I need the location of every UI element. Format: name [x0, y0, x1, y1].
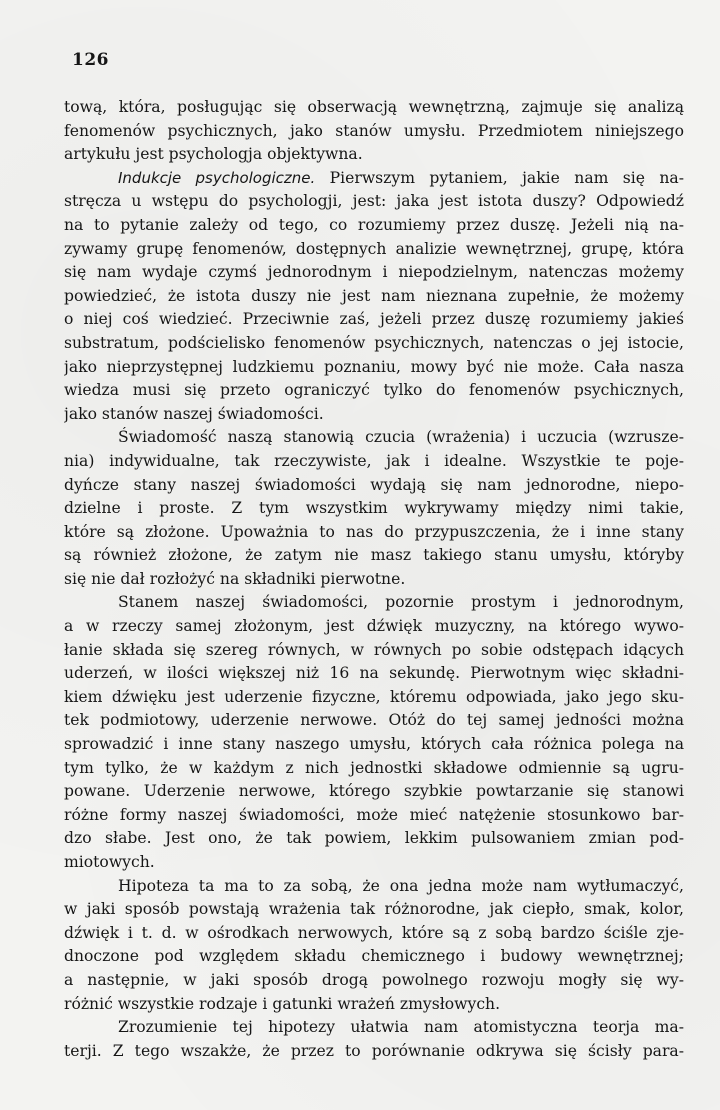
text-line: zywamy grupę fenomenów, dostępnych analizie wewnętrznej, grupę, która [64, 239, 684, 258]
text-line: Pierwszym pytaniem, jakie nam się na- [315, 168, 684, 187]
text-line: w jaki sposób powstają wrażenia tak różnorodne, jak ciepło, smak, kolor, [64, 900, 684, 919]
text-line: jako nieprzystępnej ludzkiemu poznaniu, mowy być nie może. Cała nasza [64, 357, 684, 376]
text-line: Stanem naszej świadomości, pozornie prostym i jednorodnym, [118, 593, 684, 612]
page-number: 126 [72, 50, 109, 70]
text-line: dzo słabe. Jest ono, że tak powiem, lekkim pulsowaniem zmian pod- [64, 829, 684, 848]
text-line: Świadomość naszą stanowią czucia (wrażenia) i uczucia (wzrusze- [118, 428, 684, 447]
text-line: tową, która, posługując się obserwacją wewnętrzną, zajmuje się analizą [64, 98, 684, 116]
section-heading-line [64, 167, 684, 191]
text-line: jako stanów naszej świadomości. [64, 404, 324, 423]
text-line: powiedzieć, że istota duszy nie jest nam nieznana zupełnie, że możemy [64, 286, 684, 305]
text-line: terji. Z tego wszakże, że przez to porównanie odkrywa się ścisły para- [64, 1041, 684, 1060]
section-heading: Indukcje psychologiczne. [118, 168, 316, 187]
text-line: wiedza musi się przeto ograniczyć tylko do fenomenów psychicznych, [64, 381, 684, 400]
text-line: się nie dał rozłożyć na składniki pierwotne. [64, 569, 406, 588]
text-line: artykułu jest psychologja objektywna. [64, 145, 363, 164]
text-line: tek podmiotowy, uderzenie nerwowe. Otóż do tej samej jedności można [64, 711, 684, 730]
text-line: tym tylko, że w każdym z nich jednostki składowe odmiennie są ugru- [64, 758, 684, 777]
text-line: sprowadzić i inne stany naszego umysłu, których cała różnica polega na [64, 735, 684, 754]
text-line: dzielne i proste. Z tym wszystkim wykrywamy między nimi takie, [64, 499, 684, 518]
text-line: kiem dźwięku jest uderzenie fizyczne, któremu odpowiada, jako jego sku- [64, 687, 684, 706]
text-line: stręcza u wstępu do psychologji, jest: jaka jest istota duszy? Odpowiedź [64, 192, 684, 211]
text-line: Hipoteza ta ma to za sobą, że ona jedna może nam wytłumaczyć, [118, 876, 684, 895]
text-line: są również złożone, że zatym nie masz takiego stanu umysłu, któryby [64, 546, 684, 565]
text-line: które są złożone. Upoważnia to nas do przypuszczenia, że i inne stany [64, 522, 684, 541]
text-line: na to pytanie zależy od tego, co rozumiemy przez duszę. Jeżeli nią na- [64, 215, 684, 234]
text-line: powane. Uderzenie nerwowe, którego szybkie powtarzanie się stanowi [64, 782, 684, 801]
text-line: miotowych. [64, 853, 155, 871]
text-line: się nam wydaje czymś jednorodnym i niepodzielnym, natenczas możemy [64, 263, 684, 282]
text-line: substratum, podścielisko fenomenów psychicznych, natenczas o jej istocie, [64, 333, 684, 352]
text-line: różnić wszystkie rodzaje i gatunki wrażeń zmysłowych. [64, 994, 501, 1013]
page-text [64, 96, 684, 1063]
text-line: uderzeń, w ilości większej niż 16 na sekundę. Pierwotnym więc składni- [64, 664, 684, 683]
text-line: Zrozumienie tej hipotezy ułatwia nam atomistyczna teorja ma- [118, 1018, 684, 1037]
text-line: a następnie, w jaki sposób drogą powolnego rozwoju mogły się wy- [64, 970, 684, 989]
text-line: różne formy naszej świadomości, może mieć natężenie stosunkowo bar- [64, 805, 684, 824]
text-line: o niej coś wiedzieć. Przeciwnie zaś, jeżeli przez duszę rozumiemy jakieś [64, 310, 684, 329]
text-line: nia) indywidualne, tak rzeczywiste, jak i idealne. Wszystkie te poje- [64, 451, 684, 470]
text-line: dźwięk i t. d. w ośrodkach nerwowych, które są z sobą bardzo ściśle zje- [64, 923, 684, 942]
text-line: łanie składa się szereg równych, w równych po sobie odstępach idących [64, 640, 684, 659]
text-line: dyńcze stany naszej świadomości wydają się nam jednorodne, niepo- [64, 475, 684, 494]
text-line: fenomenów psychicznych, jako stanów umysłu. Przedmiotem niniejszego [64, 121, 684, 140]
text-line: dnoczone pod względem składu chemicznego i budowy wewnętrznej; [64, 947, 684, 966]
text-line: a w rzeczy samej złożonym, jest dźwięk muzyczny, na którego wywo- [64, 617, 684, 636]
